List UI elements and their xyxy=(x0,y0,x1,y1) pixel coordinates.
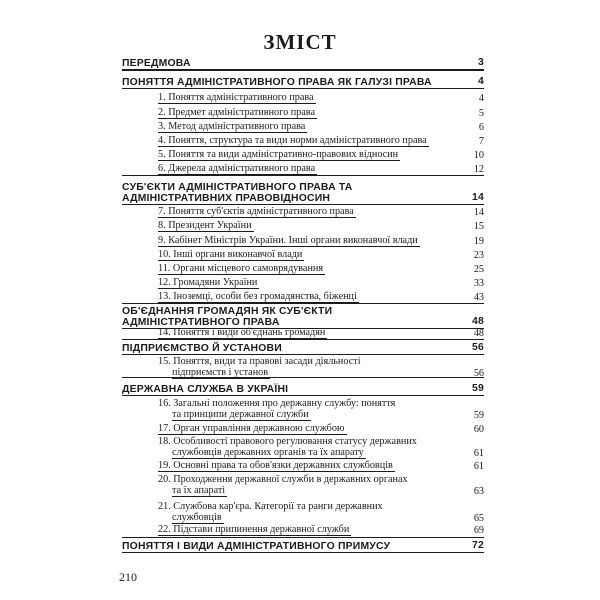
toc-item[interactable] xyxy=(158,107,484,119)
item-text: 12. Громадяни України xyxy=(158,277,258,288)
section-title: ПЕРЕДМОВА xyxy=(122,58,191,69)
item-text: 19. Основні права та обов'язки державних службовців xyxy=(158,460,393,471)
item-text: 10. Інші органи виконавчої влади xyxy=(158,249,303,260)
divider xyxy=(122,303,484,304)
toc-item[interactable] xyxy=(158,121,484,133)
item-text: 22. Підстави припинення державної служби xyxy=(158,524,350,535)
item-text: 3. Метод адміністративного права xyxy=(158,121,306,132)
item-text: 1. Поняття адміністративного права xyxy=(158,92,314,103)
section-title-line2: АДМІНІСТРАТИВНОГО ПРАВА xyxy=(122,317,280,328)
toc-item[interactable] xyxy=(158,524,484,536)
toc-item[interactable] xyxy=(158,92,484,104)
item-page: 59 xyxy=(473,410,484,421)
toc-section[interactable] xyxy=(122,306,484,329)
item-page: 5 xyxy=(478,108,484,119)
item-text: 9. Кабінет Міністрів України. Інші органи виконавчої влади xyxy=(158,235,418,246)
toc-section[interactable] xyxy=(122,182,484,205)
toc-item[interactable] xyxy=(158,277,484,289)
page-title: ЗМІСТ xyxy=(263,30,337,54)
section-title-line1: СУБ'ЄКТИ АДМІНІСТРАТИВНОГО ПРАВА ТА xyxy=(122,182,353,193)
section-title: ПІДПРИЄМСТВО Й УСТАНОВИ xyxy=(122,343,282,354)
toc-item[interactable] xyxy=(158,436,484,459)
item-page: 61 xyxy=(473,448,484,459)
toc-item[interactable] xyxy=(158,135,484,147)
item-page: 6 xyxy=(478,122,484,133)
toc-item[interactable] xyxy=(158,249,484,261)
section-page: 3 xyxy=(478,57,484,68)
divider xyxy=(122,537,484,538)
section-page: 4 xyxy=(478,76,484,87)
toc-item[interactable] xyxy=(158,501,484,524)
item-text-line2: та їх апараті xyxy=(172,485,226,496)
item-page: 48 xyxy=(473,328,484,339)
section-page: 48 xyxy=(472,316,484,327)
divider xyxy=(122,339,484,340)
item-text-line2: службовців державних органів та їх апарату xyxy=(172,447,364,458)
toc-section[interactable] xyxy=(122,384,484,396)
item-text: 2. Предмет адміністративного права xyxy=(158,107,315,118)
toc-item[interactable] xyxy=(158,474,484,497)
section-page: 72 xyxy=(472,540,484,551)
item-page: 15 xyxy=(473,221,484,232)
section-page: 59 xyxy=(472,383,484,394)
toc-item[interactable] xyxy=(158,398,484,421)
item-page: 33 xyxy=(473,278,484,289)
item-page: 10 xyxy=(473,150,484,161)
toc-section[interactable] xyxy=(122,343,484,355)
toc-item[interactable] xyxy=(158,220,484,232)
divider xyxy=(122,70,484,71)
item-page: 65 xyxy=(473,513,484,524)
item-page: 4 xyxy=(478,93,484,104)
item-text-line1: 16. Загальні положення про державну службу: поняття xyxy=(158,398,396,409)
toc-item[interactable] xyxy=(158,291,484,303)
section-title-line1: ОБ'ЄДНАННЯ ГРОМАДЯН ЯК СУБ'ЄКТИ xyxy=(122,306,333,317)
toc-section[interactable] xyxy=(122,77,484,89)
item-page: 12 xyxy=(473,164,484,175)
item-text: 7. Поняття суб'єктів адміністративного права xyxy=(158,206,354,217)
toc-item[interactable] xyxy=(158,423,484,435)
page-number: 210 xyxy=(119,570,137,584)
item-page: 19 xyxy=(473,236,484,247)
divider xyxy=(122,175,484,176)
item-text-line1: 20. Проходження державної служби в державних органах xyxy=(158,474,408,485)
section-title: ПОНЯТТЯ І ВИДИ АДМІНІСТРАТИВНОГО ПРИМУСУ xyxy=(122,541,391,552)
item-text-line2: підприємств і установ xyxy=(172,367,269,378)
toc-item[interactable] xyxy=(158,163,484,175)
item-page: 61 xyxy=(473,461,484,472)
toc-item[interactable] xyxy=(158,149,484,161)
section-title-line2: АДМІНІСТРАТИВНИХ ПРАВОВІДНОСИН xyxy=(122,193,331,204)
section-title: ПОНЯТТЯ АДМІНІСТРАТИВНОГО ПРАВА ЯК ГАЛУЗІ ПРАВА xyxy=(122,77,432,88)
item-page: 7 xyxy=(478,136,484,147)
item-text: 11. Органи місцевого самоврядування xyxy=(158,263,324,274)
item-page: 23 xyxy=(473,250,484,261)
toc-item[interactable] xyxy=(158,263,484,275)
item-text: 6. Джерела адміністративного права xyxy=(158,163,316,174)
item-text: 4. Поняття, структура та види норми адміністративного права xyxy=(158,135,427,146)
item-text: 17. Орган управління державною службою xyxy=(158,423,345,434)
item-text: 13. Іноземці, особи без громадянства, біженці xyxy=(158,291,357,302)
toc-item[interactable] xyxy=(158,235,484,247)
item-text-line2: та принципи державної служби xyxy=(172,409,309,420)
item-text: 5. Поняття та види адміністративно-правових відносин xyxy=(158,149,399,160)
item-text-line2: службовців xyxy=(172,512,222,523)
divider xyxy=(122,377,484,378)
item-text: 14. Поняття і види об'єднань громадян xyxy=(158,327,326,338)
toc-section[interactable] xyxy=(122,58,484,70)
item-page: 63 xyxy=(473,486,484,497)
item-page: 25 xyxy=(473,264,484,275)
item-page: 43 xyxy=(473,292,484,303)
toc-item[interactable] xyxy=(158,460,484,472)
toc-item[interactable] xyxy=(158,356,484,379)
item-page: 69 xyxy=(473,525,484,536)
item-text-line1: 18. Особливості правового регулювання статусу державних xyxy=(158,436,417,447)
section-page: 56 xyxy=(472,342,484,353)
item-page: 60 xyxy=(473,424,484,435)
toc-section[interactable] xyxy=(122,541,484,553)
section-page: 14 xyxy=(472,192,484,203)
toc-item[interactable] xyxy=(158,327,484,339)
toc-item[interactable] xyxy=(158,206,484,218)
item-text: 8. Президент України xyxy=(158,220,252,231)
item-page: 14 xyxy=(473,207,484,218)
section-title: ДЕРЖАВНА СЛУЖБА В УКРАЇНІ xyxy=(122,384,289,395)
item-page: 56 xyxy=(473,368,484,379)
item-text-line1: 15. Поняття, види та правові засади діяльності xyxy=(158,356,361,367)
item-text-line1: 21. Службова кар'єра. Категорії та ранги державних xyxy=(158,501,383,512)
